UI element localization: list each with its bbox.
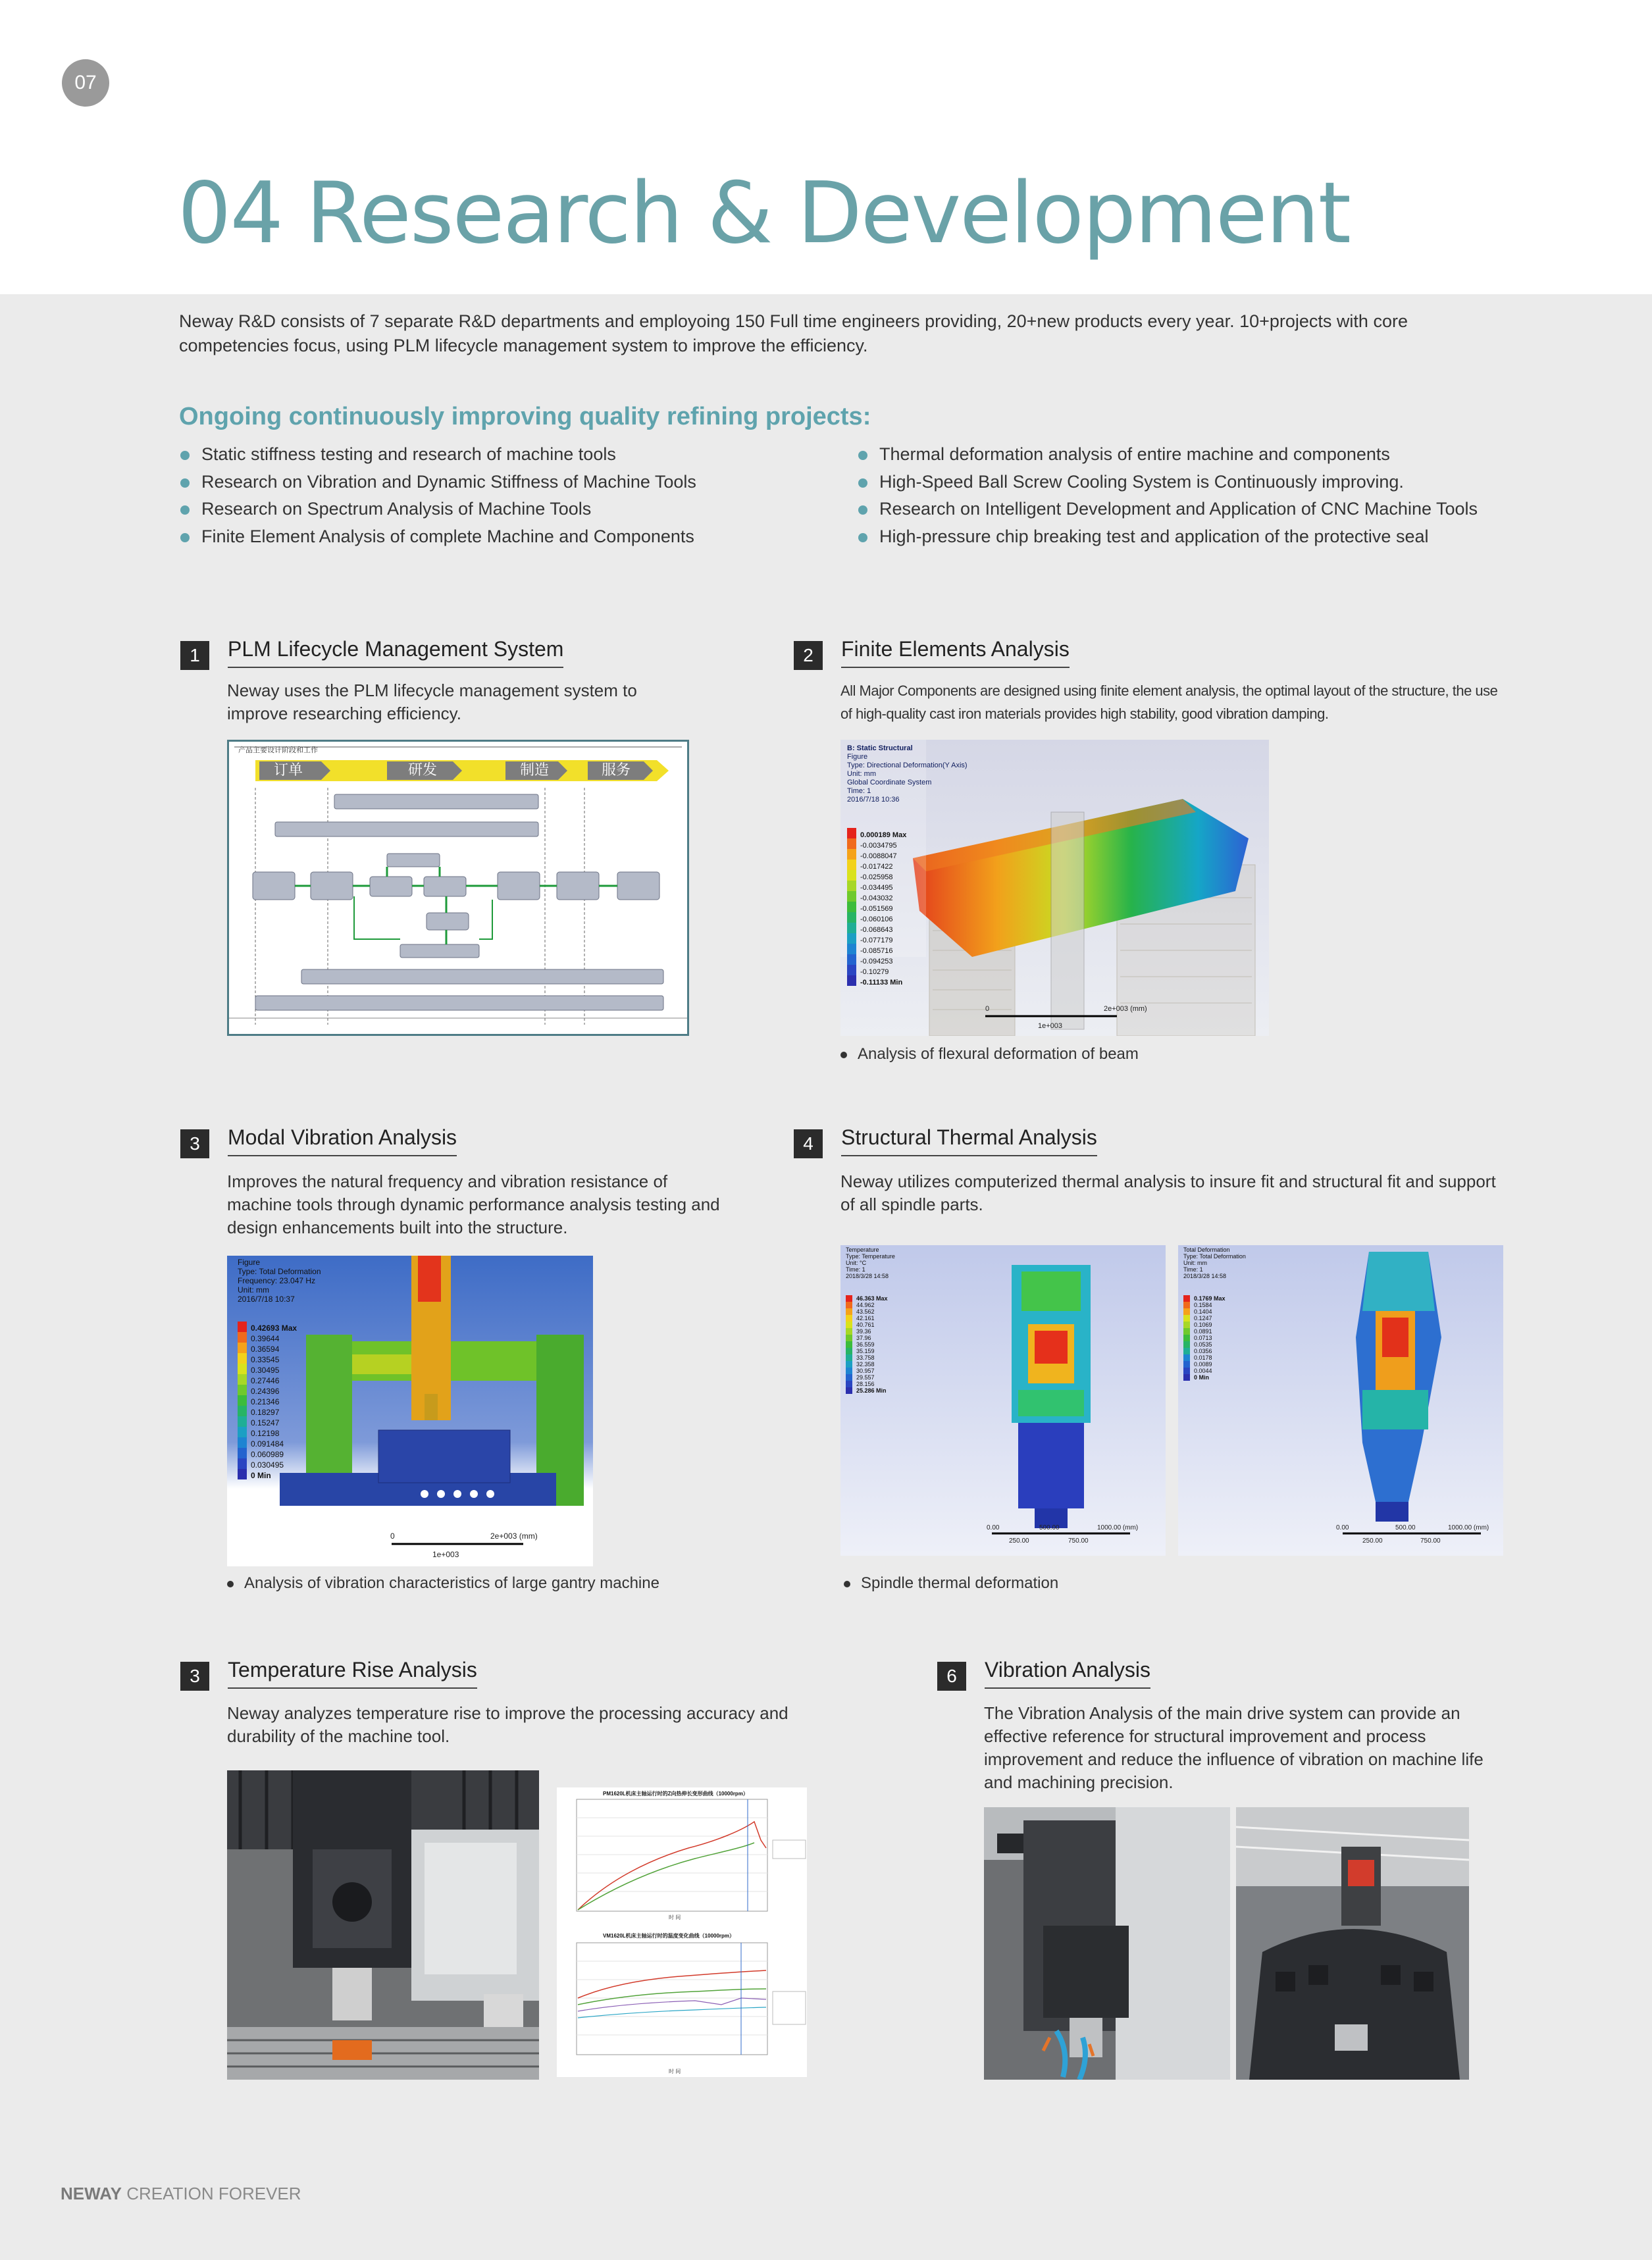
legend-value: -0.068643 [860,926,893,934]
legend-value: -0.043032 [860,894,893,902]
legend-value: 0.0356 [1194,1348,1212,1354]
legend-swatch [1183,1315,1190,1322]
legend-value: 0.0535 [1194,1341,1212,1348]
legend-value: 0.30495 [251,1366,280,1375]
modal-caption: Analysis of vibration characteristics of large gantry machine [227,1574,659,1593]
legend-value: 0.1404 [1194,1308,1212,1315]
modal-legend-header: Figure [238,1258,261,1267]
temp-rise-charts [557,1787,807,2077]
legend-value: 0 Min [251,1471,271,1480]
legend-swatch [846,1302,852,1308]
legend-swatch [1183,1302,1190,1308]
legend-value: -0.017422 [860,863,893,871]
legend-swatch [238,1353,247,1364]
legend-value: 0.060989 [251,1450,284,1459]
legend-swatch [1183,1354,1190,1361]
legend-value: -0.11133 Min [860,979,903,987]
legend-swatch [238,1427,247,1437]
legend-swatch [1183,1361,1190,1368]
thermal-left-scale: 500.00 [1039,1524,1060,1531]
ongoing-list-left [179,441,696,550]
chapter-number: 04 [178,165,282,263]
temp-chart2-xlabel: 时 间 [669,2068,681,2074]
thermal-right-scale: 0.00 [1336,1524,1349,1531]
legend-swatch [1183,1348,1190,1354]
temp-chart1-xlabel: 时 间 [669,1914,681,1920]
thermal-right-scale: 250.00 [1362,1537,1383,1545]
legend-value: 0.39644 [251,1334,280,1343]
legend-swatch [847,891,856,902]
legend-swatch [846,1315,852,1322]
legend-swatch [847,849,856,860]
modal-scale-label: 1e+003 [432,1550,459,1559]
legend-swatch [238,1322,247,1332]
legend-swatch [238,1448,247,1458]
legend-swatch [847,881,856,891]
thermal-temperature-image [840,1245,1166,1556]
legend-value: 0.42693 Max [251,1323,297,1333]
legend-swatch [847,860,856,870]
section-title: Vibration Analysis [985,1658,1150,1689]
legend-swatch [238,1437,247,1448]
ongoing-list-right [857,441,1478,550]
modal-gantry-image [227,1256,593,1566]
legend-value: 0.000189 Max [860,831,907,839]
vibration-description: The Vibration Analysis of the main drive system can provide an effective reference for structural improvement and process improvement and reduce the influence of vibration on machine life and machining precision. [984,1703,1484,1792]
legend-value: -0.0034795 [860,842,897,850]
legend-swatch [847,923,856,933]
legend-swatch [846,1354,852,1361]
legend-swatch [1183,1341,1190,1348]
legend-value: 32.358 [856,1361,875,1368]
legend-value: 44.962 [856,1302,875,1308]
section-title: Structural Thermal Analysis [841,1125,1097,1156]
legend-swatch [1183,1368,1190,1374]
section-number: 3 [180,1129,209,1158]
modal-description: Improves the natural frequency and vibration resistance of machine tools through dynamic performance analysis testing and design enhancements built into the structure. [227,1171,720,1237]
legend-value: 36.559 [856,1341,875,1348]
plm-description: Neway uses the PLM lifecycle management system to improve researching efficiency. [227,681,637,723]
legend-swatch [238,1374,247,1385]
legend-swatch [238,1469,247,1479]
legend-value: 28.156 [856,1381,875,1387]
thermal-right-header: Total Deformation [1183,1246,1230,1253]
thermal-left-header: Temperature [846,1246,879,1253]
legend-value: -0.051569 [860,905,893,913]
legend-value: 0.24396 [251,1387,280,1396]
list-item: Finite Element Analysis of complete Machine and Components [179,523,696,551]
legend-swatch [238,1458,247,1469]
thermal-right-header: Unit: mm [1183,1260,1207,1266]
legend-swatch [238,1406,247,1416]
thermal-description: Neway utilizes computerized thermal analysis to insure fit and structural fit and support of all spindle parts. [840,1171,1496,1214]
page-number-badge: 07 [62,59,109,107]
legend-swatch [238,1364,247,1374]
thermal-right-scale: 750.00 [1420,1537,1441,1545]
legend-swatch [238,1332,247,1343]
section-title: Modal Vibration Analysis [228,1125,457,1156]
legend-value: 42.161 [856,1315,875,1322]
legend-value: 0 Min [1194,1374,1210,1381]
legend-value: -0.0088047 [860,852,897,860]
fea-scale-label: 1e+003 [1038,1022,1063,1030]
legend-swatch [846,1328,852,1335]
modal-scale-label: 2e+003 (mm) [490,1531,538,1541]
vibration-photo-2 [1236,1807,1469,2080]
legend-value: -0.085716 [860,947,893,955]
legend-swatch [846,1335,852,1341]
list-item: Research on Spectrum Analysis of Machine Tools [179,496,696,523]
section-title: PLM Lifecycle Management System [228,637,563,668]
legend-value: -0.025958 [860,873,893,881]
legend-value: 0.21346 [251,1397,280,1406]
legend-swatch [847,975,856,986]
thermal-left-header: Unit: °C [846,1260,867,1266]
fea-scale-label: 0 [985,1005,990,1013]
legend-swatch [846,1381,852,1387]
thermal-left-scale: 0.00 [987,1524,1000,1531]
legend-swatch [847,965,856,975]
legend-value: 0.0044 [1194,1368,1212,1374]
ongoing-projects-title: Ongoing continuously improving quality refining projects: [179,403,871,430]
fea-legend-header: 2016/7/18 10:36 [847,796,900,804]
legend-swatch [847,954,856,965]
section-number: 3 [180,1662,209,1691]
list-item: High-pressure chip breaking test and application of the protective seal [857,523,1478,551]
modal-legend-header: Frequency: 23.047 Hz [238,1276,316,1285]
thermal-left-scale: 250.00 [1009,1537,1029,1545]
legend-value: 0.18297 [251,1408,280,1417]
page-title [178,165,1350,263]
legend-swatch [846,1322,852,1328]
legend-value: 37.96 [856,1335,871,1341]
temp-chart2-title: VM1620L机床主轴运行时的温度变化曲线（10000rpm） [603,1933,735,1939]
temp-machine-photo [227,1770,539,2080]
list-item: Research on Vibration and Dynamic Stiffness of Machine Tools [179,469,696,496]
thermal-left-header: Time: 1 [846,1266,865,1273]
temp-chart1-title: PM1620L机床主轴运行时的Z向热伸长变形曲线（10000rpm） [603,1791,748,1797]
legend-swatch [847,902,856,912]
legend-value: 0.1247 [1194,1315,1212,1322]
legend-value: 35.159 [856,1348,875,1354]
legend-swatch [1183,1328,1190,1335]
thermal-right-header: Time: 1 [1183,1266,1203,1273]
legend-value: 33.758 [856,1354,875,1361]
legend-value: 0.33545 [251,1355,280,1364]
legend-swatch [238,1395,247,1406]
fea-caption: Analysis of flexural deformation of beam [840,1045,1139,1064]
legend-swatch [846,1368,852,1374]
legend-value: 0.15247 [251,1418,280,1427]
thermal-left-color-legend [846,1295,888,1394]
modal-legend-header: Unit: mm [238,1285,269,1295]
thermal-left-header: Type: Temperature [846,1253,895,1260]
modal-legend-header: Type: Total Deformation [238,1267,321,1276]
section-number: 1 [180,641,209,670]
modal-color-legend [238,1322,297,1480]
section-number: 6 [937,1662,966,1691]
legend-swatch [847,912,856,923]
section-title: Finite Elements Analysis [841,637,1070,668]
legend-value: 0.0089 [1194,1361,1212,1368]
thermal-left-scale: 750.00 [1068,1537,1089,1545]
legend-value: 43.562 [856,1308,875,1315]
plm-diagram [227,740,689,1036]
modal-scale-label: 0 [390,1531,395,1541]
legend-value: 46.363 Max [856,1295,888,1302]
section-number: 2 [794,641,823,670]
legend-value: 30.957 [856,1368,875,1374]
fea-legend-header: Global Coordinate System [847,779,932,786]
legend-swatch [847,838,856,849]
fea-legend-header: Unit: mm [847,770,876,778]
footer [61,2184,301,2204]
footer-tagline: CREATION FOREVER [126,2184,301,2203]
legend-value: 0.091484 [251,1439,284,1449]
legend-value: 0.36594 [251,1345,280,1354]
legend-value: -0.10279 [860,968,889,976]
legend-value: 0.1769 Max [1194,1295,1226,1302]
list-item: High-Speed Ball Screw Cooling System is Continuously improving. [857,469,1478,496]
plm-stage-service: 服务 [602,761,631,778]
legend-value: 0.0178 [1194,1354,1212,1361]
fea-legend-header: Figure [847,753,868,761]
legend-value: -0.077179 [860,937,893,944]
legend-swatch [846,1387,852,1394]
legend-swatch [846,1341,852,1348]
legend-value: 0.030495 [251,1460,284,1470]
legend-swatch [238,1385,247,1395]
legend-value: -0.094253 [860,958,893,965]
plm-stage-order: 订单 [274,761,303,778]
thermal-right-header: Type: Total Deformation [1183,1253,1246,1260]
list-item: Thermal deformation analysis of entire machine and components [857,441,1478,469]
legend-value: 29.557 [856,1374,875,1381]
legend-swatch [238,1416,247,1427]
thermal-left-header: 2018/3/28 14:58 [846,1273,889,1279]
thermal-right-scale: 500.00 [1395,1524,1416,1531]
legend-value: 0.0713 [1194,1335,1212,1341]
vibration-photo-1 [984,1807,1230,2080]
legend-value: -0.034495 [860,884,893,892]
legend-swatch [1183,1374,1190,1381]
legend-value: 25.286 Min [856,1387,887,1394]
legend-swatch [846,1295,852,1302]
fea-legend-header: Time: 1 [847,787,871,795]
intro-paragraph: Neway R&D consists of 7 separate R&D departments and employoing 150 Full time engineers providing, 20+new products every year. 10+projects with core competencies focus, using PLM lifecycle management system to improve the efficiency. [179,311,1408,355]
legend-swatch [846,1374,852,1381]
legend-value: 0.1069 [1194,1322,1212,1328]
legend-swatch [846,1348,852,1354]
legend-swatch [847,933,856,944]
temp-description: Neway analyzes temperature rise to improve the processing accuracy and durability of the machine tool. [227,1703,788,1746]
legend-value: 0.1584 [1194,1302,1212,1308]
fea-description: All Major Components are designed using finite element analysis, the optimal layout of the structure, the use of high-quality cast iron materials provides high stability, good vibration damping. [840,682,1498,722]
thermal-deformation-image [1178,1245,1503,1556]
legend-value: 40.761 [856,1322,875,1328]
legend-value: 0.27446 [251,1376,280,1385]
thermal-left-scale: 1000.00 (mm) [1097,1524,1139,1531]
footer-brand: NEWAY [61,2184,122,2203]
plm-stage-mfg: 制造 [520,761,550,778]
legend-swatch [1183,1322,1190,1328]
legend-swatch [238,1343,247,1353]
legend-swatch [1183,1295,1190,1302]
fea-beam-image [840,740,1269,1036]
legend-swatch [846,1361,852,1368]
thermal-caption: Spindle thermal deformation [844,1574,1058,1593]
list-item: Static stiffness testing and research of machine tools [179,441,696,469]
section-number: 4 [794,1129,823,1158]
legend-swatch [846,1308,852,1315]
thermal-right-header: 2018/3/28 14:58 [1183,1273,1227,1279]
thermal-right-color-legend [1183,1295,1226,1381]
legend-value: 39.36 [856,1328,871,1335]
legend-swatch [847,870,856,881]
modal-legend-header: 2016/7/18 10:37 [238,1295,295,1304]
fea-legend-header: B: Static Structural [847,744,913,752]
chapter-title: Research & Development [305,165,1350,263]
section-title: Temperature Rise Analysis [228,1658,477,1689]
legend-swatch [1183,1335,1190,1341]
legend-value: 0.12198 [251,1429,280,1438]
fea-scale-label: 2e+003 (mm) [1104,1005,1147,1013]
plm-diagram-header: 产品主要设计阶段和工作 [238,746,318,754]
fea-legend-header: Type: Directional Deformation(Y Axis) [847,761,968,769]
thermal-right-scale: 1000.00 (mm) [1448,1524,1489,1531]
list-item: Research on Intelligent Development and Application of CNC Machine Tools [857,496,1478,523]
legend-value: 0.0891 [1194,1328,1212,1335]
plm-stage-rd: 研发 [408,761,438,778]
legend-swatch [847,828,856,838]
legend-value: -0.060106 [860,915,893,923]
legend-swatch [1183,1308,1190,1315]
legend-swatch [847,944,856,954]
